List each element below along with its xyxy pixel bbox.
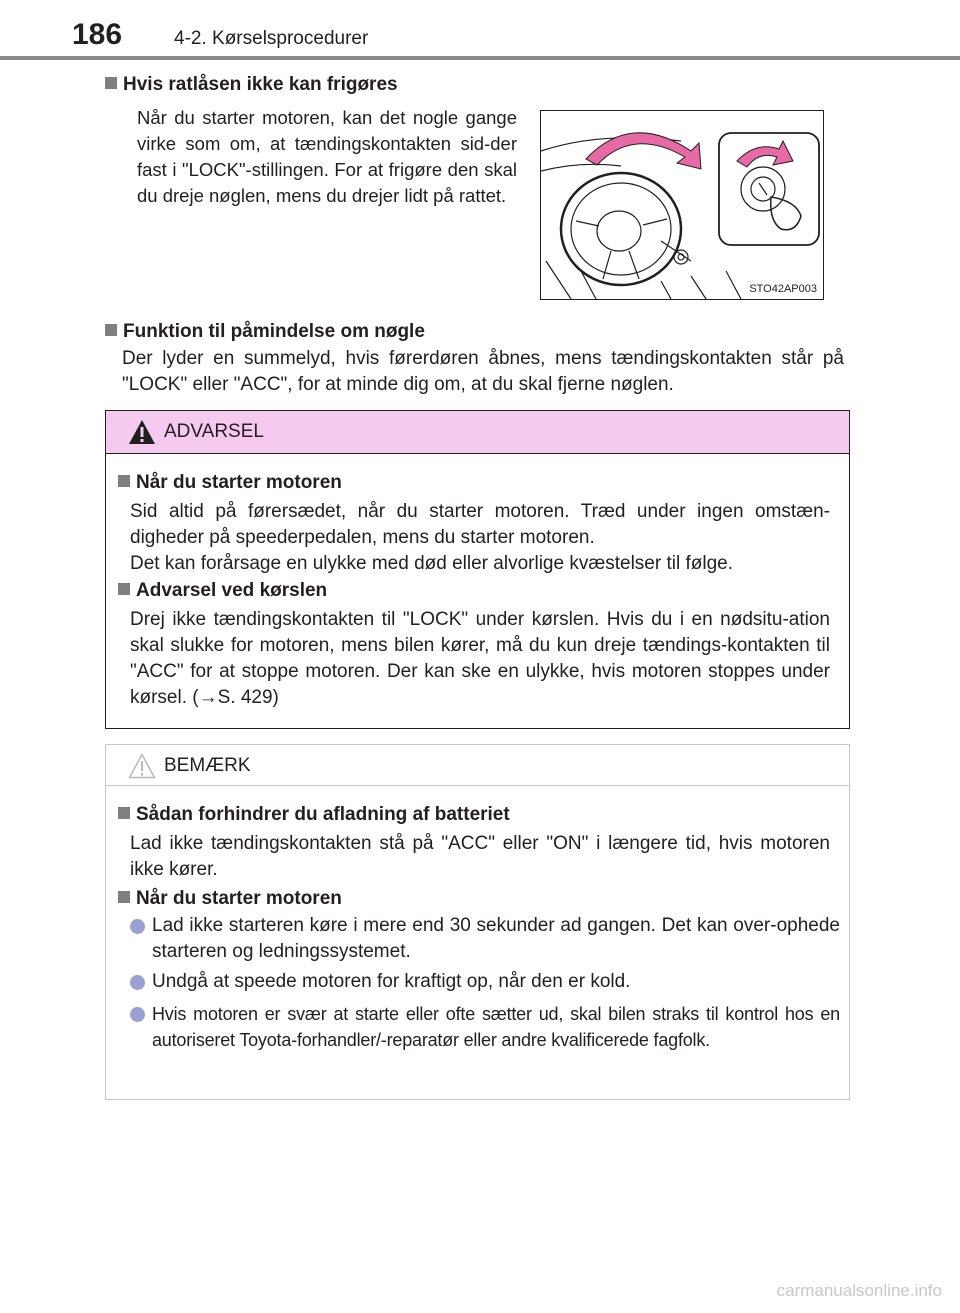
- warning-item-title: [118, 579, 327, 603]
- bullet-dot-icon: [130, 975, 145, 990]
- note-header: [106, 745, 849, 786]
- warning-item-title: [118, 471, 342, 495]
- note-item-title: [118, 803, 510, 827]
- note-bullet: [130, 969, 840, 995]
- warning-item-title-text: Advarsel ved kørslen: [136, 580, 328, 601]
- section-text-steering-lock: Når du starter motoren, kan det nogle gange virke som om, at tændingskontakten sid-der fast i "LOCK"-stillingen. For at frigøre den skal du dreje nøglen, mens du drejer lidt på rattet.: [137, 107, 517, 206]
- section-square-icon: [105, 77, 117, 89]
- steering-wheel-illustration: [540, 110, 824, 300]
- note-bullet: [130, 913, 840, 965]
- steering-wheel-key-drawing: [541, 111, 823, 299]
- note-label: BEMÆRK: [164, 755, 251, 776]
- note-item-text: Lad ikke tændingskontakten stå på "ACC" eller "ON" i længere tid, hvis motoren ikke kører.: [130, 833, 830, 880]
- bullet-dot-icon: [130, 1007, 145, 1022]
- section-title-steering-lock: [105, 73, 398, 97]
- note-bullet-text: Undgå at speede motoren for kraftigt op, når den er kold.: [152, 971, 631, 992]
- bullet-dot-icon: [130, 919, 145, 934]
- section-square-icon: [118, 475, 130, 487]
- note-bullet: [130, 1001, 840, 1053]
- section-title-key-reminder: [105, 320, 425, 344]
- page-number: 186: [72, 18, 123, 51]
- note-item-title-text: Sådan forhindrer du afladning af batteriet: [136, 804, 510, 825]
- section-square-icon: [118, 583, 130, 595]
- note-box: [105, 744, 850, 1100]
- note-item-title: [118, 887, 342, 911]
- note-item-title-text: Når du starter motoren: [136, 888, 342, 909]
- warning-label: ADVARSEL: [164, 421, 264, 442]
- header-divider: [0, 56, 960, 60]
- chapter-title: 4-2. Kørselsprocedurer: [174, 28, 369, 49]
- warning-box: [105, 410, 850, 729]
- warning-triangle-icon: [128, 419, 156, 445]
- section-title-text: Hvis ratlåsen ikke kan frigøres: [123, 74, 398, 95]
- section-square-icon: [105, 324, 117, 336]
- section-square-icon: [118, 891, 130, 903]
- note-bullet-text: Lad ikke starteren køre i mere end 30 sekunder ad gangen. Det kan over-ophede starteren og ledningssystemet.: [152, 915, 840, 962]
- page-header: [0, 0, 960, 60]
- note-bullet-text: Hvis motoren er svær at starte eller ofte sætter ud, skal bilen straks til kontrol hos en autoriseret Toyota-forhandler/-reparatør eller andre kvalificerede fagfolk.: [152, 1004, 840, 1050]
- warning-item-text: Sid altid på førersædet, når du starter motoren. Træd under ingen omstæn-digheder på speederpedalen, mens du starter motoren.: [130, 501, 830, 548]
- section-square-icon: [118, 807, 130, 819]
- illustration-code: STO42AP003: [749, 283, 817, 295]
- warning-header: [106, 411, 849, 454]
- section-text-key-reminder: Der lyder en summelyd, hvis førerdøren åbnes, mens tændingskontakten står på "LOCK" eller "ACC", for at minde dig om, at du skal fjerne nøglen.: [122, 348, 844, 395]
- caution-triangle-icon: [128, 753, 156, 779]
- warning-item-text: Drej ikke tændingskontakten til "LOCK" under kørslen. Hvis du i en nødsitu-ation skal slukke for motoren, mens bilen kører, må du kun dreje tændings-kontakten til "ACC" for at stoppe motoren. Der kan ske en ulykke, hvis motoren stoppes under kørsel. (→S. 429): [130, 609, 830, 708]
- warning-item-text: Det kan forårsage en ulykke med død eller alvorlige kvæstelser til følge.: [130, 553, 733, 574]
- section-title-text: Funktion til påmindelse om nøgle: [123, 321, 425, 342]
- warning-item-title-text: Når du starter motoren: [136, 472, 342, 493]
- watermark: carmanualsonline.info: [776, 1281, 942, 1300]
